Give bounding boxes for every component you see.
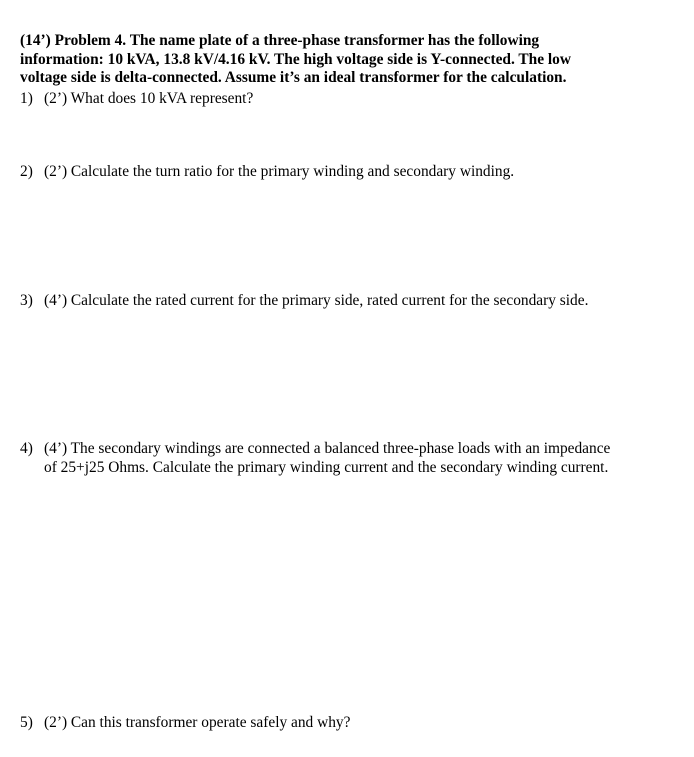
question-2-text: (2’) Calculate the turn ratio for the primary winding and secondary winding. (44, 163, 515, 180)
question-5-number: 5) (20, 714, 33, 731)
question-4 (20, 440, 610, 477)
question-5-text: (2’) Can this transformer operate safely and why? (44, 714, 351, 731)
question-3-text: (4’) Calculate the rated current for the primary side, rated current for the secondary side. (44, 292, 589, 309)
header-line-1: (14’) Problem 4. The name plate of a three-phase transformer has the following (20, 32, 540, 49)
problem-header (20, 32, 670, 88)
question-5 (20, 714, 350, 733)
question-4-text-line-2: of 25+j25 Ohms. Calculate the primary winding current and the secondary winding current. (44, 458, 609, 476)
question-1 (20, 90, 253, 109)
header-line-2: information: 10 kVA, 13.8 kV/4.16 kV. The high voltage side is Y-connected. The low (20, 50, 571, 68)
question-2-number: 2) (20, 163, 33, 180)
question-3-number: 3) (20, 292, 33, 309)
question-1-number: 1) (20, 90, 33, 107)
question-1-text: (2’) What does 10 kVA represent? (44, 90, 254, 107)
question-4-number: 4) (20, 440, 33, 457)
question-2 (20, 163, 514, 182)
question-3 (20, 292, 588, 311)
question-4-text-line-1: (4’) The secondary windings are connected a balanced three-phase loads with an impedance (44, 440, 611, 457)
header-line-3: voltage side is delta-connected. Assume it’s an ideal transformer for the calculation. (20, 69, 567, 87)
